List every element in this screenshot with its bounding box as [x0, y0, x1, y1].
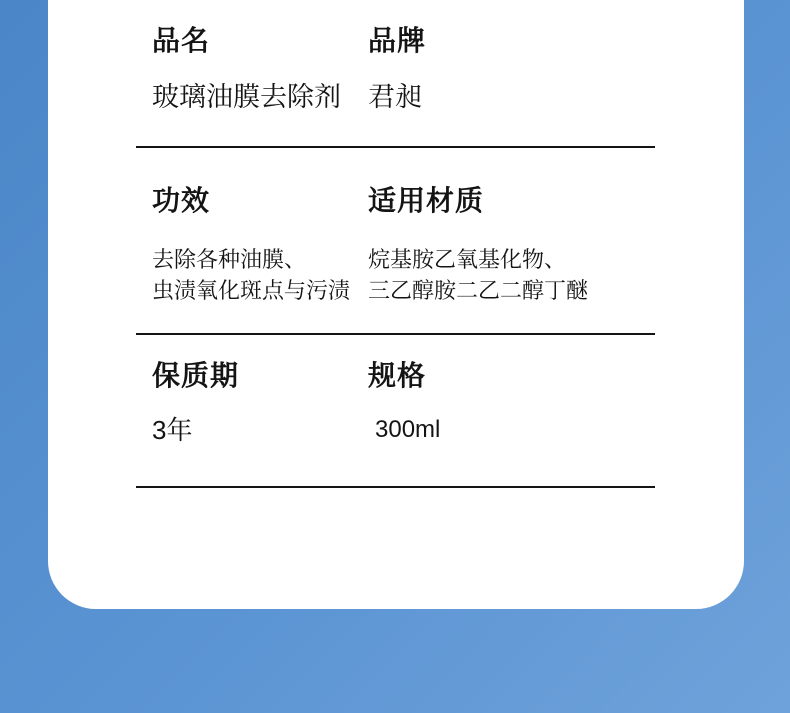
spec-value-row	[136, 413, 655, 447]
label-specification: 规格	[368, 360, 427, 391]
value-applicable-material	[368, 244, 655, 306]
value-material-line-2: 三乙醇胺二乙二醇丁醚	[368, 278, 589, 303]
spec-table	[136, 0, 655, 488]
spec-label-row	[136, 24, 655, 58]
spec-section-efficacy-material	[136, 148, 655, 333]
label-shelf-life: 保质期	[152, 360, 240, 391]
spec-value-row	[136, 80, 655, 114]
spec-section-shelflife-spec	[136, 335, 655, 486]
value-efficacy	[152, 244, 368, 306]
spec-label-row	[136, 359, 655, 393]
value-material-line-1: 烷基胺乙氧基化物、	[368, 247, 567, 272]
product-spec-card	[48, 0, 744, 609]
spec-label-row	[136, 184, 655, 218]
value-product-name: 玻璃油膜去除剂	[152, 82, 341, 112]
value-brand: 君昶	[368, 82, 422, 112]
label-applicable-material: 适用材质	[368, 185, 485, 216]
value-efficacy-line-2: 虫渍氧化斑点与污渍	[152, 278, 351, 303]
label-efficacy: 功效	[152, 185, 211, 216]
spec-section-name-brand	[136, 0, 655, 146]
label-product-name: 品名	[152, 25, 211, 56]
value-specification: 300ml	[375, 416, 441, 443]
value-efficacy-line-1: 去除各种油膜、	[152, 247, 307, 272]
spec-value-row	[136, 244, 655, 306]
label-brand: 品牌	[368, 25, 427, 56]
section-divider	[136, 486, 655, 488]
value-shelf-life: 3年	[152, 415, 193, 445]
